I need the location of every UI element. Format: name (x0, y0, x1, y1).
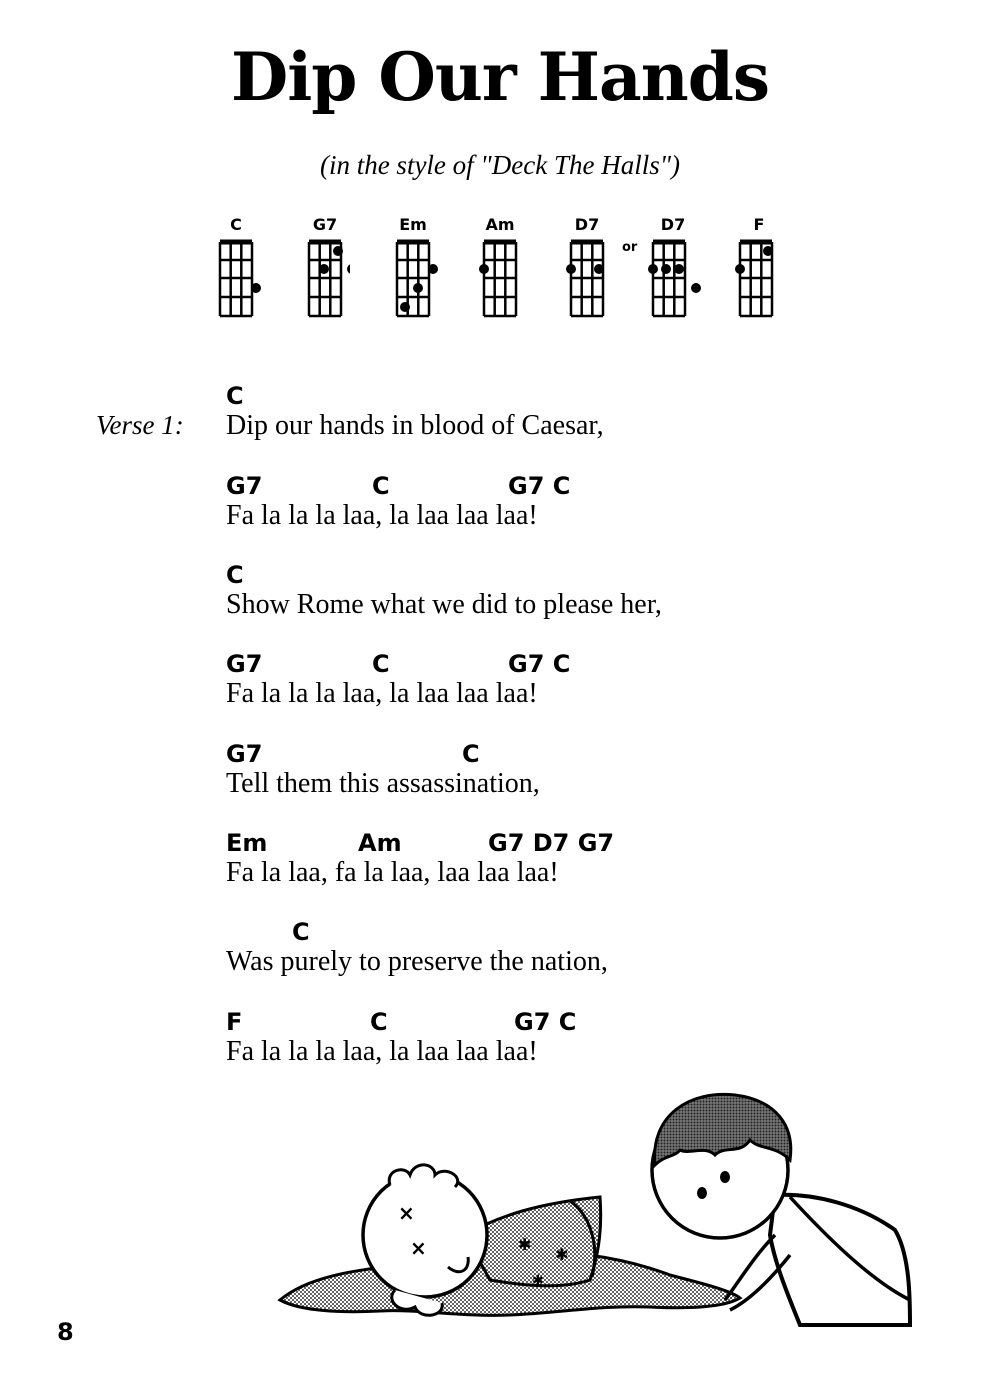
chord-diagram-am (470, 214, 530, 318)
chord-symbol: C (370, 1008, 388, 1036)
caesar-assassination-cartoon-icon (270, 1085, 930, 1335)
chord-symbol: Em (226, 829, 268, 857)
d7-alt-chord-diagram-icon (644, 236, 702, 318)
brutus-body (770, 1195, 910, 1325)
chord-diagram-c (206, 214, 266, 318)
chord-diagram-label: D7 (574, 215, 600, 234)
chord-diagram-f (729, 214, 789, 318)
lyric-line: Fa la la la laa, la laa laa laa! (226, 678, 538, 709)
chord-symbol: C (226, 382, 244, 410)
lyric-line: Tell them this assassination, (226, 768, 540, 799)
verse-label: Verse 1: (96, 410, 184, 440)
chord-symbol: G7 C (508, 650, 571, 678)
g7-chord-diagram-icon (300, 236, 350, 318)
song-title: Dip Our Hands (230, 38, 770, 116)
song-subtitle: (in the style of "Deck The Halls") (319, 150, 681, 180)
chord-diagram-d7 (557, 214, 617, 318)
svg-text:✱: ✱ (555, 1245, 569, 1264)
chord-symbol: C (226, 561, 244, 589)
chord-alternative-label: or (622, 240, 638, 255)
d7-chord-diagram-icon (562, 236, 612, 318)
svg-text:×: × (398, 1201, 415, 1225)
svg-text:×: × (410, 1236, 427, 1260)
svg-text:✱: ✱ (532, 1273, 544, 1289)
lyric-line: Dip our hands in blood of Caesar, (226, 410, 604, 441)
chord-symbol: G7 (226, 472, 263, 500)
chord-diagram-label: D7 (660, 215, 686, 234)
caesar-head (363, 1173, 487, 1297)
lyric-line: Fa la la la laa, la laa laa laa! (226, 500, 538, 531)
lyric-line: Fa la la la laa, la laa laa laa! (226, 1036, 538, 1067)
f-chord-diagram-icon (731, 236, 787, 318)
lyric-line: Show Rome what we did to please her, (226, 589, 662, 620)
chord-symbol: C (292, 918, 310, 946)
chord-symbol: G7 (226, 650, 263, 678)
chord-diagram-label: Em (399, 215, 427, 234)
chord-symbol: G7 (226, 740, 263, 768)
chord-symbol: C (372, 472, 390, 500)
page-number: 8 (57, 1318, 74, 1346)
chord-symbol: G7 D7 G7 (488, 829, 615, 857)
am-chord-diagram-icon (475, 236, 525, 318)
svg-text:✱: ✱ (518, 1235, 532, 1254)
chord-diagram-em (383, 214, 443, 336)
chord-symbol: C (462, 740, 480, 768)
chord-symbol: G7 C (508, 472, 571, 500)
lyric-line: Was purely to preserve the nation, (226, 946, 608, 977)
chord-diagram-label: G7 (312, 215, 338, 234)
chord-diagram-g7 (295, 214, 355, 318)
chord-diagram-label: Am (485, 215, 515, 234)
chord-diagram-label: C (230, 215, 242, 234)
chord-symbol: Am (358, 829, 402, 857)
chord-diagram-d7-alt (643, 214, 703, 318)
chord-diagram-label: F (753, 215, 765, 234)
em-chord-diagram-icon (388, 236, 438, 336)
chord-symbol: C (372, 650, 390, 678)
c-chord-diagram-icon (211, 236, 261, 318)
chord-diagram-row (0, 214, 1000, 324)
lyric-line: Fa la laa, fa la laa, laa laa laa! (226, 857, 559, 888)
chord-symbol: F (226, 1008, 243, 1036)
chord-symbol: G7 C (514, 1008, 577, 1036)
